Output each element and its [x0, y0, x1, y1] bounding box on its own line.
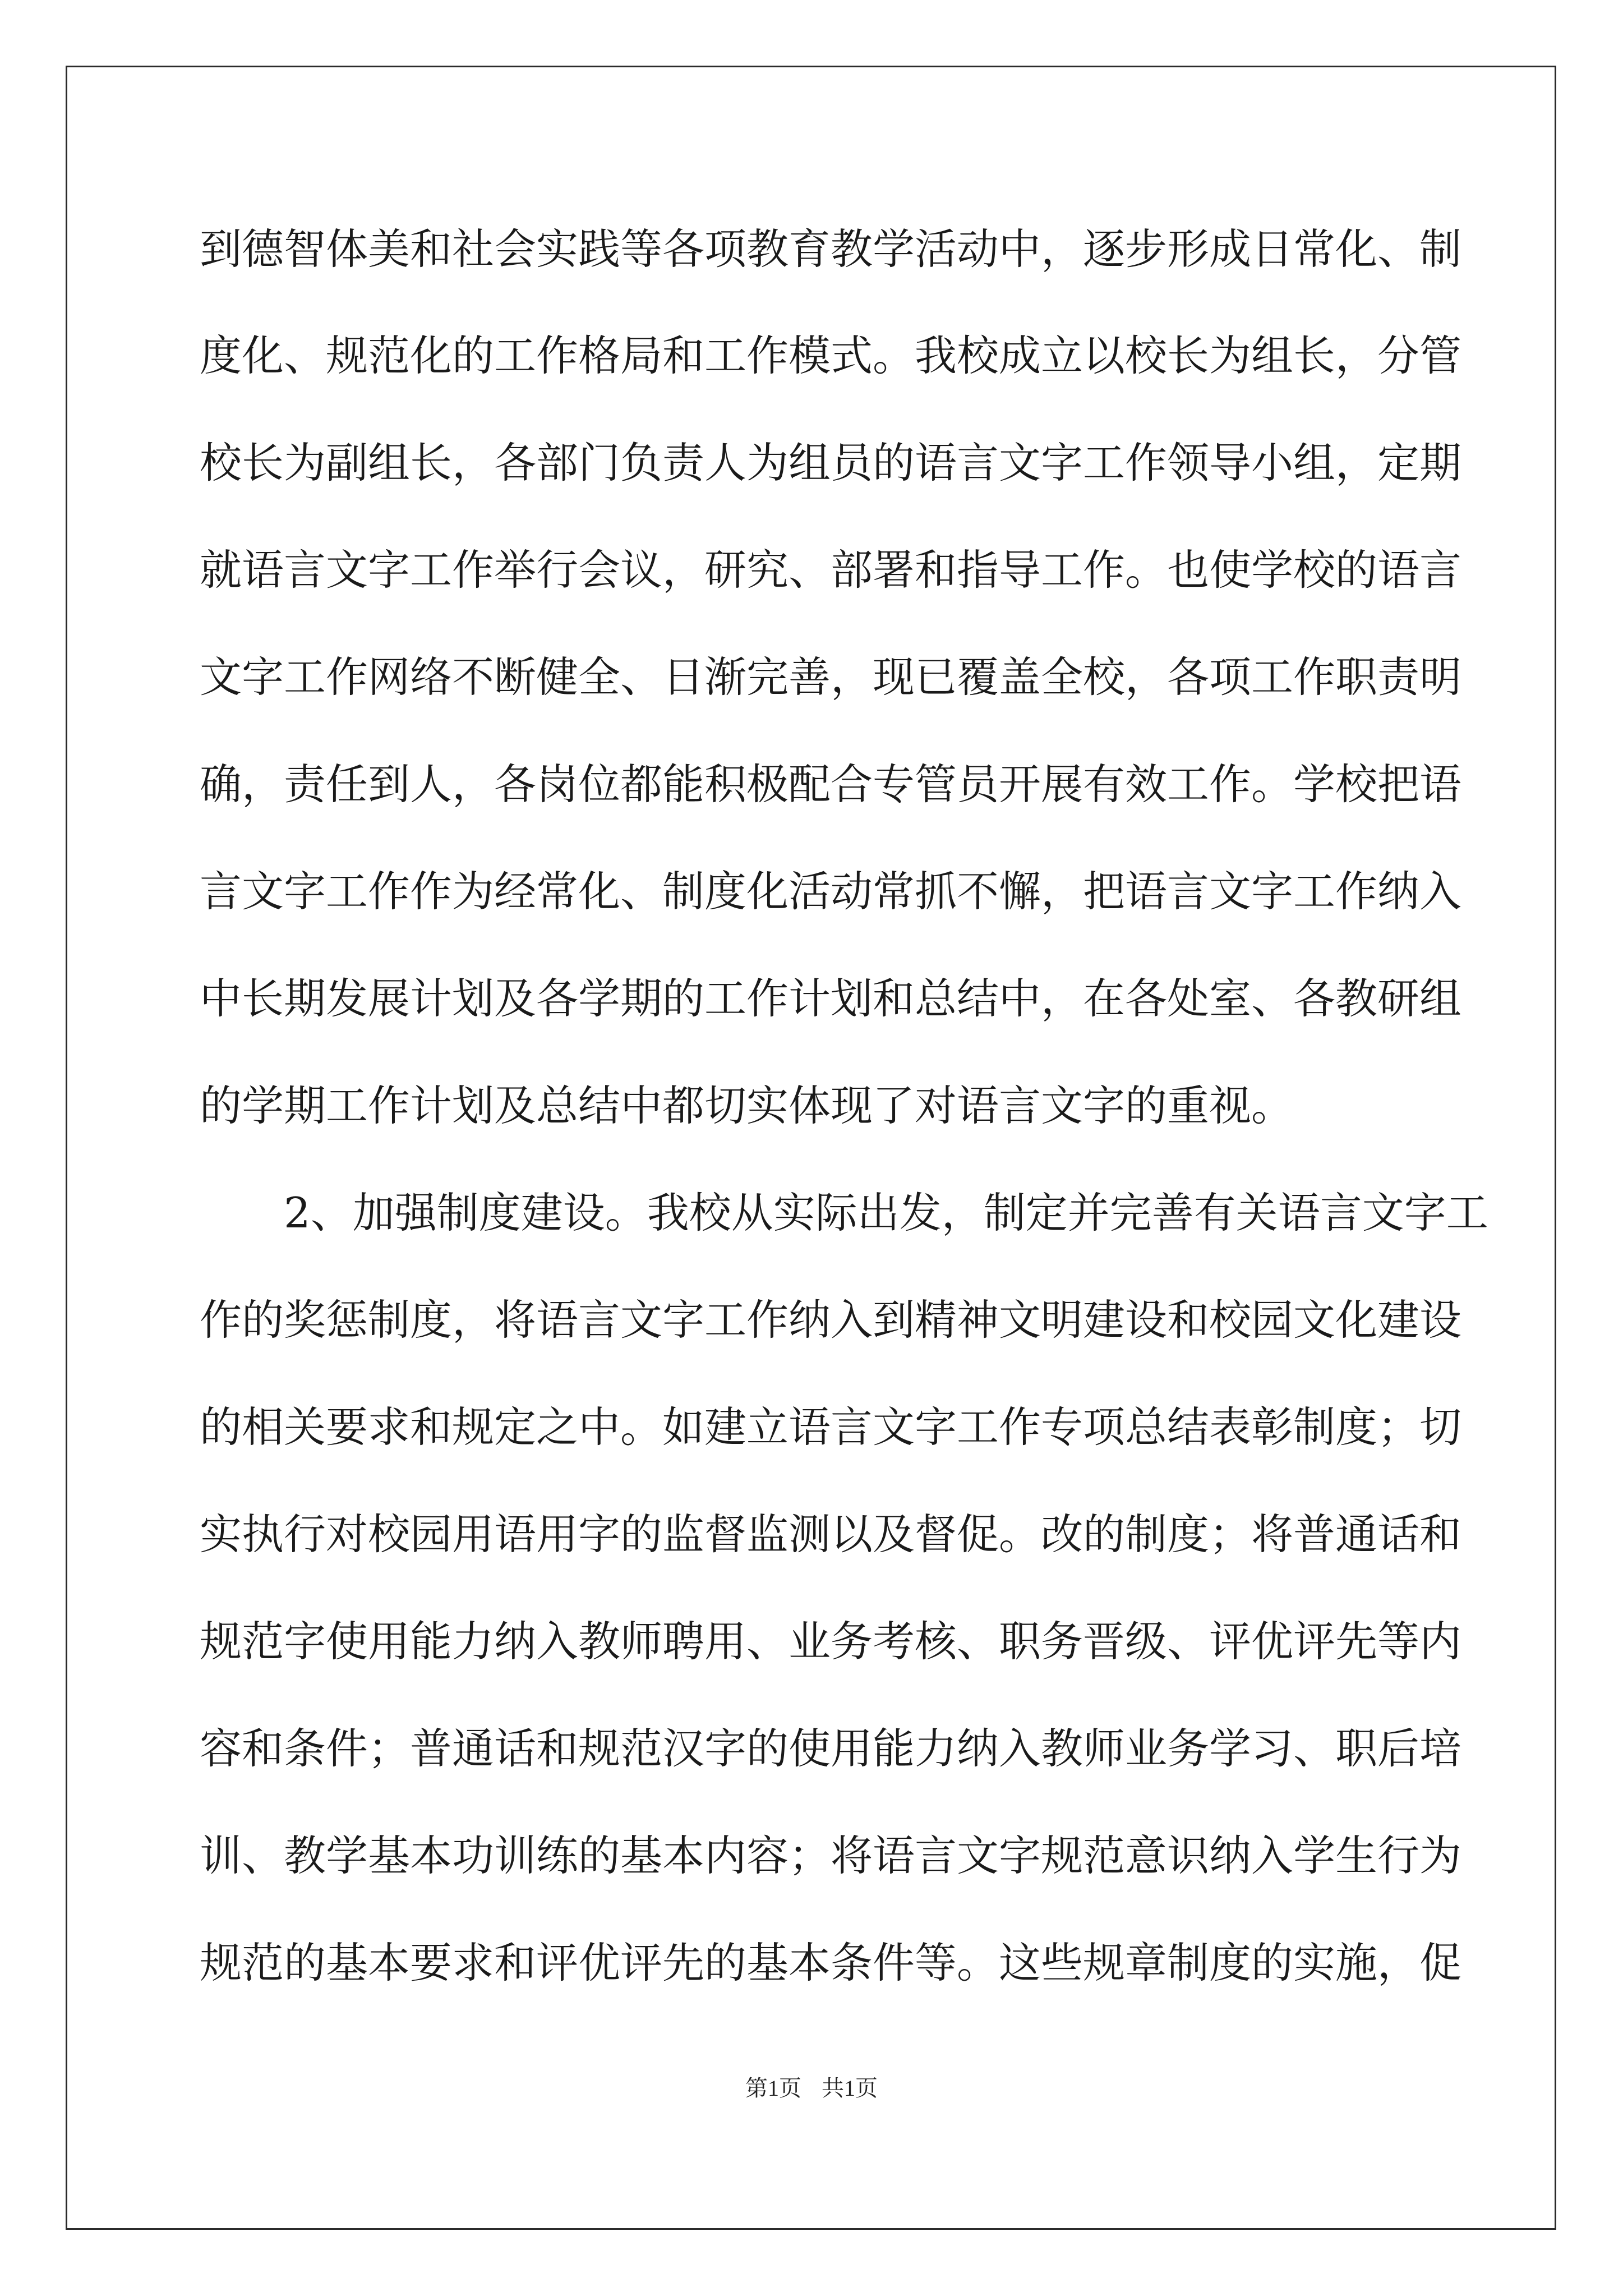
- text-line: 实执行对校园用语用字的监督监测以及督促。改的制度；将普通话和: [200, 1510, 1462, 1559]
- text-line: 容和条件；普通话和规范汉字的使用能力纳入教师业务学习、职后培: [200, 1724, 1462, 1773]
- text-line: 训、教学基本功训练的基本内容；将语言文字规范意识纳入学生行为: [200, 1831, 1462, 1880]
- text-line: 规范字使用能力纳入教师聘用、业务考核、职务晋级、评优评先等内: [200, 1617, 1462, 1666]
- text-line: 到德智体美和社会实践等各项教育教学活动中，逐步形成日常化、制: [200, 224, 1462, 274]
- page-number: 第1页: [745, 2076, 801, 2101]
- text-line: 的学期工作计划及总结中都切实体现了对语言文字的重视。: [200, 1081, 1294, 1130]
- page-footer: [0, 2072, 1623, 2105]
- text-line: 确，责任到人，各岗位都能积极配合专管员开展有效工作。学校把语: [200, 760, 1462, 809]
- text-line: 的相关要求和规定之中。如建立语言文字工作专项总结表彰制度；切: [200, 1402, 1462, 1452]
- text-line: 文字工作网络不断健全、日渐完善，现已覆盖全校，各项工作职责明: [200, 652, 1462, 702]
- text-line: 就语言文字工作举行会议，研究、部署和指导工作。也使学校的语言: [200, 545, 1462, 595]
- text-line: 2、加强制度建设。我校从实际出发，制定并完善有关语言文字工: [200, 1188, 1488, 1237]
- text-line: 度化、规范化的工作格局和工作模式。我校成立以校长为组长，分管: [200, 331, 1462, 380]
- text-line: 校长为副组长，各部门负责人为组员的语言文字工作领导小组，定期: [200, 438, 1462, 487]
- text-line: 言文字工作作为经常化、制度化活动常抓不懈，把语言文字工作纳入: [200, 867, 1462, 916]
- page-border: [66, 66, 1556, 2230]
- text-line: 中长期发展计划及各学期的工作计划和总结中，在各处室、各教研组: [200, 974, 1462, 1023]
- page-total: 共1页: [822, 2076, 878, 2101]
- text-line: 作的奖惩制度，将语言文字工作纳入到精神文明建设和校园文化建设: [200, 1295, 1462, 1345]
- text-line: 规范的基本要求和评优评先的基本条件等。这些规章制度的实施，促: [200, 1938, 1462, 1987]
